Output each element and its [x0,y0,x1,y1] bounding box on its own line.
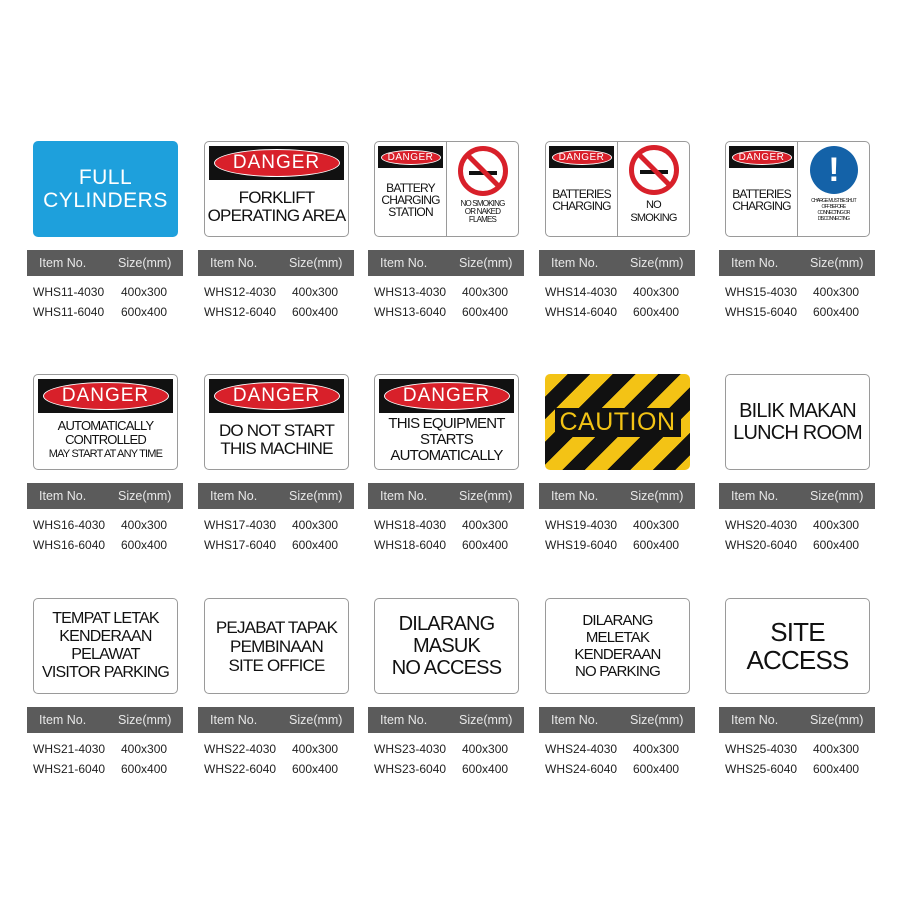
danger-header [729,146,794,168]
sign-text-line: CHARGING [732,199,791,213]
item-code: WHS16-6040 [33,538,106,552]
table-row [725,762,885,776]
danger-label: DANGER [43,382,169,410]
table-row [545,742,705,756]
sign-text [207,182,346,232]
item-size: 400x300 [813,285,860,299]
item-code: WHS23-4030 [374,742,447,756]
item-code: WHS17-6040 [204,538,277,552]
sign-text-line: SITE OFFICE [228,655,325,675]
danger-label: DANGER [732,150,792,165]
sign-text-line: NO [646,199,661,211]
sign-right-panel [798,142,869,236]
table-header [27,250,183,276]
table-row [725,285,885,299]
table-row [204,538,364,552]
item-size: 400x300 [121,518,168,532]
item-code: WHS25-4030 [725,742,798,756]
sign-text-line: CYLINDERS [43,189,168,212]
item-size: 400x300 [633,518,680,532]
sign-image [374,374,519,470]
sign-right-panel [447,142,518,236]
sign-left-panel [375,142,447,236]
table-row [33,538,193,552]
item-size: 600x400 [462,538,509,552]
table-header [198,707,354,733]
sign-image [33,374,178,470]
table-row [374,285,534,299]
sign-text [216,618,337,675]
sign-text-line: CHARGE MUST BE SHUT [811,198,856,204]
size-header: Size(mm) [630,713,684,727]
sign-image [725,598,870,694]
item-code: WHS18-4030 [374,518,447,532]
size-header: Size(mm) [118,256,172,270]
item-size: 400x300 [813,742,860,756]
item-size: 600x400 [292,305,339,319]
sign-text-line: FLAMES [468,215,497,224]
sign-image [33,598,178,694]
table-row [725,742,885,756]
sign-text [377,415,516,465]
size-header: Size(mm) [118,489,172,503]
item-code: WHS19-6040 [545,538,618,552]
item-code: WHS11-6040 [33,305,105,319]
item-no-header: Item No. [551,256,599,270]
item-size: 400x300 [633,285,680,299]
sign-text [811,198,856,222]
table-header [719,483,875,509]
size-header: Size(mm) [459,713,513,727]
item-no-header: Item No. [39,489,87,503]
sign-image [374,598,519,694]
item-size: 400x300 [462,742,509,756]
danger-label: DANGER [384,382,510,410]
danger-label: DANGER [214,149,340,177]
sign-image [725,374,870,470]
item-size: 400x300 [121,285,168,299]
mandatory-exclamation-icon: ! [810,146,858,194]
item-code: WHS13-4030 [374,285,447,299]
item-code: WHS17-4030 [204,518,277,532]
danger-header [209,379,344,413]
sign-text-line: CONNECTING OR [817,210,850,216]
item-size: 400x300 [292,742,339,756]
size-header: Size(mm) [459,489,513,503]
sign-image [374,141,519,237]
sign-text-line: CHARGING [381,193,440,207]
item-code: WHS14-4030 [545,285,618,299]
sign-image [204,598,349,694]
sign-image [725,141,870,237]
sign-text-line: BILIK MAKAN [739,400,856,422]
table-row [33,742,193,756]
table-row [374,742,534,756]
item-code: WHS24-6040 [545,762,618,776]
no-smoking-icon [458,146,508,196]
item-code: WHS15-6040 [725,305,798,319]
table-row [374,518,534,532]
size-header: Size(mm) [459,256,513,270]
item-size: 600x400 [633,538,680,552]
item-no-header: Item No. [731,256,779,270]
item-code: WHS25-6040 [725,762,798,776]
table-row [545,762,705,776]
sign-text-line: THIS EQUIPMENT [388,415,505,432]
item-size: 600x400 [633,762,680,776]
sign-image [33,141,178,237]
item-size: 600x400 [813,538,860,552]
item-size: 600x400 [462,305,509,319]
table-header [539,707,695,733]
sign-image [204,141,349,237]
table-row [725,518,885,532]
sign-left-panel [726,142,798,236]
danger-label: DANGER [214,382,340,410]
item-size: 400x300 [121,742,168,756]
no-smoking-icon [629,145,679,195]
item-code: WHS16-4030 [33,518,106,532]
table-header [719,707,875,733]
danger-label: DANGER [552,150,612,165]
sign-text [552,188,611,212]
item-size: 600x400 [813,305,860,319]
item-code: WHS23-6040 [374,762,447,776]
item-size: 400x300 [813,518,860,532]
sign-text-line: FORKLIFT [238,188,315,207]
sign-text [733,400,862,444]
sign-image [204,374,349,470]
sign-text-line: DO NOT START [218,421,335,440]
sign-text-line: BATTERIES [732,187,791,201]
sign-text-line: AUTOMATICALLY [390,447,503,464]
danger-header [379,379,514,413]
sign-text-line: KENDERAAN [59,628,152,645]
item-no-header: Item No. [551,489,599,503]
table-row [725,305,885,319]
size-header: Size(mm) [810,713,864,727]
item-size: 600x400 [462,762,509,776]
item-no-header: Item No. [731,713,779,727]
table-row [204,285,364,299]
sign-text [574,612,660,680]
item-size: 600x400 [633,305,680,319]
size-header: Size(mm) [289,489,343,503]
item-code: WHS12-6040 [204,305,277,319]
table-header [198,483,354,509]
table-row [374,762,534,776]
item-no-header: Item No. [380,713,428,727]
sign-text-line: OFF BEFORE [821,204,846,210]
sign-text [207,415,346,465]
item-code: WHS22-4030 [204,742,277,756]
sign-right-panel [618,142,689,236]
sign-text-line: STARTS [420,431,473,448]
danger-header [209,146,344,180]
item-code: WHS21-4030 [33,742,106,756]
item-size: 400x300 [633,742,680,756]
sign-text-line: OPERATING AREA [207,206,346,225]
item-size: 400x300 [462,518,509,532]
table-row [204,305,364,319]
table-row [33,285,193,299]
item-no-header: Item No. [39,713,87,727]
sign-text-line: NO SMOKING [460,199,505,208]
sign-text [43,166,168,212]
sign-text [381,182,439,218]
item-no-header: Item No. [380,256,428,270]
sign-text-line: DILARANG [582,612,653,629]
item-size: 600x400 [121,538,168,552]
sign-text-line: DISCONNECTING [817,216,850,222]
sign-text-line: STATION [388,205,433,219]
danger-label: DANGER [381,150,441,165]
sign-text-line: BATTERY [386,181,435,195]
item-code: WHS11-4030 [33,285,105,299]
size-header: Size(mm) [118,713,172,727]
sign-text-line: MAY START AT ANY TIME [48,448,163,460]
item-size: 400x300 [292,518,339,532]
item-code: WHS24-4030 [545,742,618,756]
sign-text [36,415,175,465]
sign-text-line: SMOKING [630,212,677,224]
sign-left-panel [546,142,618,236]
table-header [27,707,183,733]
sign-text-line: FULL [78,166,133,189]
sign-text-line: THIS MACHINE [220,439,333,458]
table-header [539,483,695,509]
sign-text-line: TEMPAT LETAK [52,610,159,627]
sign-text [746,618,848,674]
table-row [545,538,705,552]
danger-header [549,146,614,168]
table-row [725,538,885,552]
size-header: Size(mm) [289,256,343,270]
sign-text-line: VISITOR PARKING [42,664,169,681]
table-header [539,250,695,276]
table-row [545,518,705,532]
table-row [33,762,193,776]
item-code: WHS20-6040 [725,538,798,552]
size-header: Size(mm) [289,713,343,727]
size-header: Size(mm) [810,256,864,270]
item-code: WHS20-4030 [725,518,798,532]
item-code: WHS15-4030 [725,285,798,299]
sign-text-line: PEJABAT TAPAK [215,617,338,637]
item-code: WHS19-4030 [545,518,618,532]
sign-text [42,610,169,682]
table-header [198,250,354,276]
table-header [368,707,524,733]
sign-image [545,141,690,237]
item-size: 600x400 [292,538,339,552]
table-row [374,538,534,552]
sign-text-line: CONTROLLED [65,432,146,447]
table-row [33,305,193,319]
size-header: Size(mm) [810,489,864,503]
table-row [545,285,705,299]
item-code: WHS13-6040 [374,305,447,319]
table-header [27,483,183,509]
item-code: WHS14-6040 [545,305,618,319]
sign-text-line: LUNCH ROOM [733,422,862,444]
sign-text-line: ACCESS [746,645,849,675]
sign-text-line: NO PARKING [574,663,661,680]
item-size: 600x400 [121,305,168,319]
sign-text-line: OR NAKED [464,207,501,216]
item-code: WHS12-4030 [204,285,277,299]
danger-header [38,379,173,413]
item-no-header: Item No. [551,713,599,727]
table-header [368,250,524,276]
item-no-header: Item No. [210,713,258,727]
table-header [719,250,875,276]
item-code: WHS22-6040 [204,762,277,776]
sign-text-line: NO ACCESS [391,657,502,679]
sign-text-line: DILARANG [398,613,495,635]
caution-label: CAUTION [555,408,681,437]
table-header [368,483,524,509]
item-code: WHS21-6040 [33,762,106,776]
item-size: 400x300 [292,285,339,299]
item-size: 400x300 [462,285,509,299]
table-row [545,305,705,319]
size-header: Size(mm) [630,489,684,503]
sign-text-line: KENDERAAN [574,646,661,663]
size-header: Size(mm) [630,256,684,270]
item-code: WHS18-6040 [374,538,447,552]
table-row [204,762,364,776]
sign-text-line: MELETAK [585,629,650,646]
sign-text-line: SITE [770,617,825,647]
sign-text-line: MASUK [412,635,481,657]
danger-header [378,146,443,168]
item-no-header: Item No. [210,489,258,503]
item-no-header: Item No. [380,489,428,503]
sign-text [732,188,791,212]
sign-text-line: AUTOMATICALLY [57,418,154,433]
sign-text-line: PEMBINAAN [230,636,323,656]
table-row [33,518,193,532]
table-row [374,305,534,319]
item-size: 600x400 [121,762,168,776]
item-size: 600x400 [292,762,339,776]
sign-text [392,613,502,679]
item-no-header: Item No. [210,256,258,270]
sign-text-line: PELAWAT [71,646,140,663]
sign-text-line: BATTERIES [552,187,611,201]
sign-text [460,200,504,224]
item-size: 600x400 [813,762,860,776]
table-row [204,742,364,756]
sign-text [630,199,676,225]
sign-text-line: CHARGING [552,199,611,213]
item-no-header: Item No. [39,256,87,270]
table-row [204,518,364,532]
sign-image [545,374,690,470]
item-no-header: Item No. [731,489,779,503]
sign-image [545,598,690,694]
